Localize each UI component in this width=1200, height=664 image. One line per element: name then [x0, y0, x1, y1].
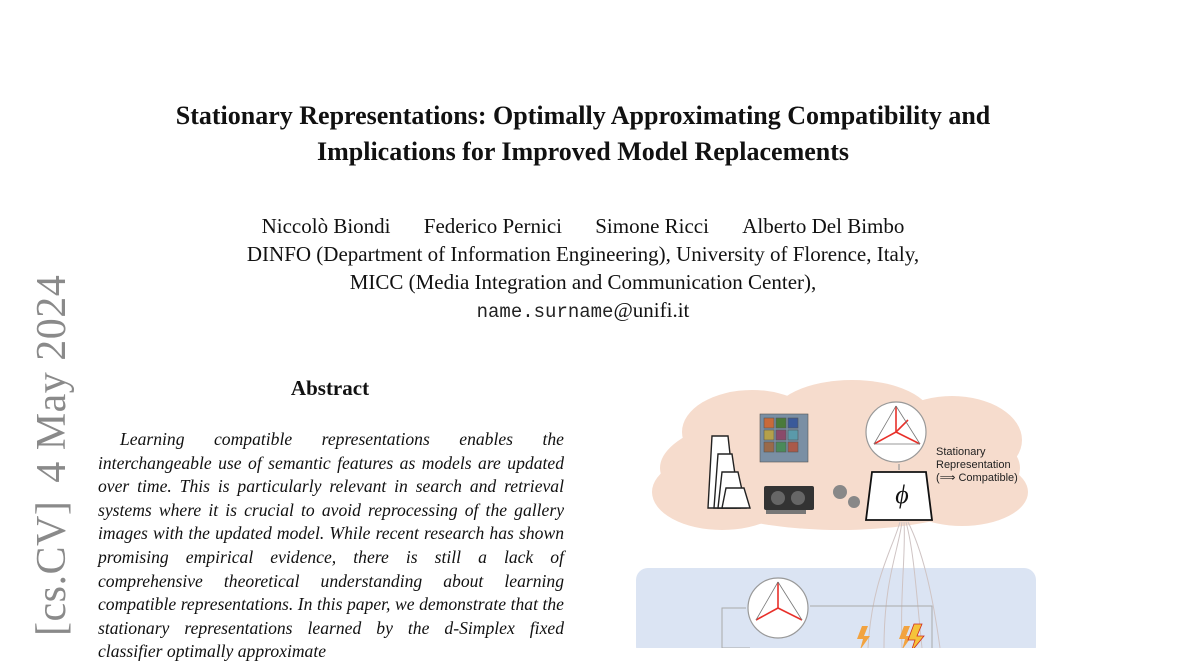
paper-title [0, 98, 1166, 170]
simplex-icon-top [866, 402, 926, 462]
arxiv-stamp [28, 275, 76, 636]
teaser-figure [632, 380, 1042, 648]
figure-graphic [632, 380, 1042, 648]
arxiv-category: [cs.CV] [29, 500, 75, 636]
email-domain: @unifi.it [613, 298, 690, 322]
stationary-label-line-1: Stationary [936, 446, 986, 458]
author-block [0, 212, 1166, 326]
stationary-label-line-3: (⟹ Compatible) [936, 472, 1018, 484]
author-1: Niccolò Biondi [261, 214, 391, 238]
stationary-label-line-2: Representation [936, 459, 1011, 471]
title-line-2: Implications for Improved Model Replacements [317, 137, 849, 166]
affiliation-1: DINFO (Department of Information Engineering), University of Florence, Italy, [246, 242, 920, 266]
simplex-icon-bottom [748, 578, 808, 638]
gpu-icon [764, 486, 814, 514]
author-4: Alberto Del Bimbo [742, 214, 905, 238]
author-3: Simone Ricci [595, 214, 709, 238]
abstract-heading: Abstract [290, 376, 370, 400]
phi-symbol: ϕ [895, 480, 909, 509]
email [0, 296, 1166, 326]
abstract-text: Learning compatible representations enables the interchangeable use of semantic features as models are updated over time. This is particularly relevant in search and retrieval systems where it is crucial to avoid reprocessing of the gallery images with the updated model. While recent research has shown promising empirical evidence, there is still a lack of comprehensive theoretical understanding about learning compatible representations. In this paper, we demonstrate that the stationary representations learned by the d-Simplex fixed classifier optimally approximate [98, 429, 564, 662]
affiliation-2: MICC (Media Integration and Communication Center), [349, 270, 817, 294]
image-dataset-icon [760, 414, 808, 462]
author-2: Federico Pernici [423, 214, 562, 238]
author-names [0, 212, 1166, 240]
stationary-label [936, 446, 1018, 485]
lower-panel [636, 568, 1036, 648]
arxiv-date: 4 May 2024 [29, 274, 75, 483]
title-line-1: Stationary Representations: Optimally Approximating Compatibility and [175, 101, 991, 130]
abstract-body [98, 428, 564, 664]
email-user: name.surname [476, 301, 614, 323]
